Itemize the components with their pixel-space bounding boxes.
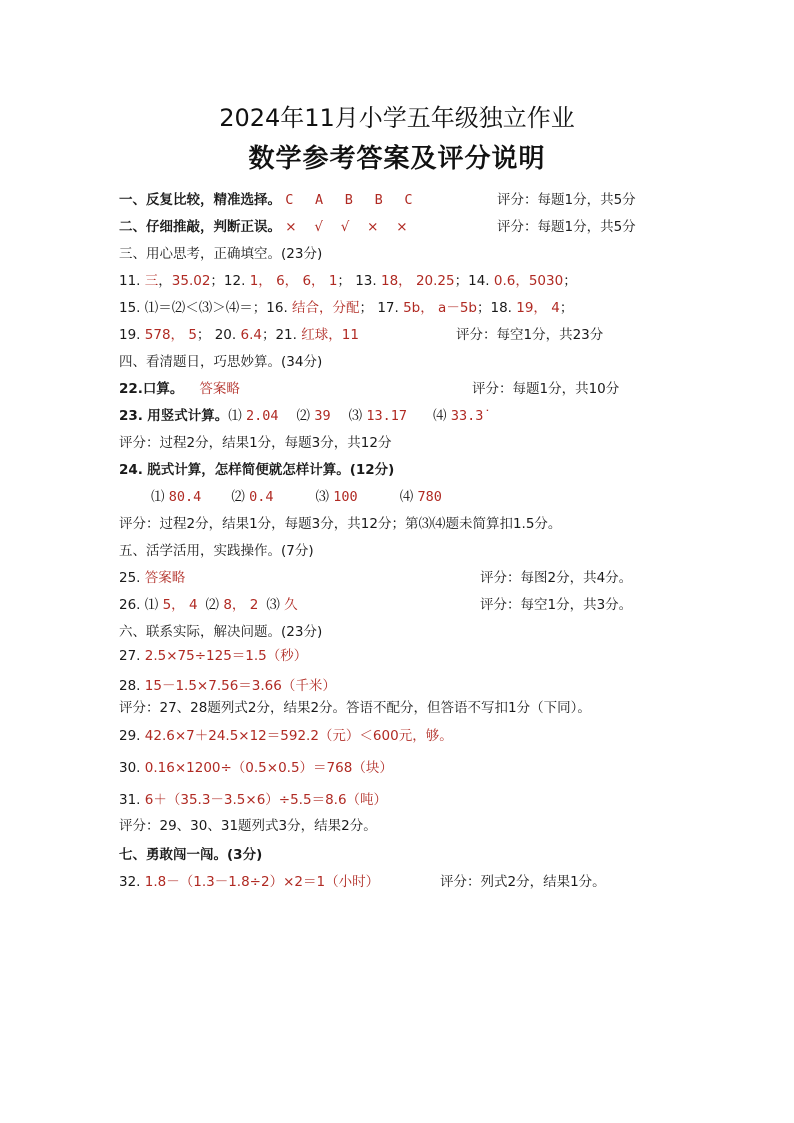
q23-p3: ⑶	[348, 408, 363, 424]
q28-score: 评分：27、28题列式2分，结果2分。答语不配分，但答语不写扣1分（下同）。	[119, 700, 591, 716]
q23-answer-3: 13.17	[366, 408, 408, 424]
section-3-heading: 三、用心思考，正确填空。(23分)	[119, 246, 323, 262]
q19-21-line	[119, 325, 359, 345]
q24-answer-4: 780	[417, 489, 442, 505]
q24-p3: ⑶	[315, 489, 329, 505]
section-4-line	[119, 352, 322, 372]
q24-answers-line	[151, 487, 442, 507]
q23-answer-4: 33.3̇	[450, 408, 484, 424]
q23-score: 评分：过程2分，结果1分，每题3分，共12分	[119, 435, 392, 451]
section-7-heading: 七、勇敢闯一闯。(3分)	[119, 847, 263, 863]
q26-line	[119, 595, 298, 615]
section-1-line	[119, 190, 412, 210]
q22-heading: 口算。	[142, 381, 184, 397]
q24-answer-1: 80.4	[168, 489, 202, 505]
q24-line	[119, 460, 394, 480]
q19-label: 19.	[119, 327, 145, 343]
q12-label: ；12.	[210, 273, 250, 289]
q24-score: 评分：过程2分，结果1分，每题3分，共12分；第⑶⑷题未简算扣1.5分。	[119, 516, 562, 532]
q29-number: 29.	[119, 728, 145, 744]
q30-number: 30.	[119, 760, 145, 776]
q27-answer: 2.5×75÷125＝1.5（秒）	[144, 648, 308, 664]
q23-p2: ⑵	[296, 408, 311, 424]
q28-answer: 15－1.5×7.56＝3.66（千米）	[144, 678, 336, 694]
section-2-heading: 二、仔细推敲，判断正误。	[119, 219, 281, 235]
q17-label: ； 17.	[359, 300, 404, 316]
q20-answer: 6.4	[240, 327, 262, 343]
q25-line	[119, 568, 185, 588]
q32-answer: 1.8－（1.3－1.8÷2）×2＝1（小时）	[144, 874, 380, 890]
q31-line	[119, 790, 387, 810]
q26-p2: ⑵	[205, 597, 220, 613]
section-5-line	[119, 541, 314, 561]
q28-number: 28.	[119, 678, 145, 694]
q30-line	[119, 758, 393, 778]
section-7-line	[119, 845, 262, 865]
section-3-line	[119, 244, 322, 264]
q23-p4: ⑷	[433, 408, 447, 424]
q11-answer-2: 35.02	[171, 273, 211, 289]
q23-line	[119, 406, 483, 426]
q28-line	[119, 676, 336, 696]
q14-answer: 0.6̇，5030	[493, 273, 564, 289]
q24-number: 24.	[119, 462, 143, 478]
q11-14-line	[119, 271, 577, 291]
section-2-answers: × √ √ × ×	[285, 219, 408, 235]
section-6-line	[119, 622, 322, 642]
q13-label: ； 13.	[337, 273, 381, 289]
section-1-score: 评分：每题1分，共5分	[497, 192, 636, 208]
q11-label: 11.	[119, 273, 145, 289]
q17-answer: 5b， a－5b	[403, 300, 477, 316]
q26-number: 26.	[119, 597, 145, 613]
section-4-heading: 四、看清题日，巧思妙算。(34分)	[119, 354, 323, 370]
q29-answer: 42.6×7＋24.5×12＝592.2（元）＜600元，够。	[144, 728, 453, 744]
q18-end: ；	[559, 300, 574, 316]
q15-18-line	[119, 298, 573, 318]
q26-p3: ⑶	[266, 597, 280, 613]
q27-number: 27.	[119, 648, 145, 664]
q24-p4: ⑷	[399, 489, 414, 505]
q18-label: ；18.	[476, 300, 517, 316]
q31-score: 评分：29、30、31题列式3分，结果2分。	[119, 818, 377, 834]
q26-score: 评分：每空1分，共3分。	[480, 597, 633, 613]
q20-label: ； 20.	[196, 327, 241, 343]
q26-answer-1: 5， 4	[162, 597, 198, 613]
q12-answer: 1， 6， 6， 1	[249, 273, 338, 289]
page-title: 2024年11月小学五年级独立作业	[219, 104, 575, 132]
section-2-score: 评分：每题1分，共5分	[497, 219, 636, 235]
q15-text: 15. ⑴＝⑵＜⑶＞⑷＝；16.	[119, 300, 293, 316]
q19-answer: 578， 5	[144, 327, 197, 343]
q16-answer: 结合，分配	[292, 300, 360, 316]
q11-sep: ，	[158, 273, 172, 289]
q25-number: 25.	[119, 570, 145, 586]
q23-answer-1: 2.04	[246, 408, 279, 424]
q23-p1: ⑴	[228, 408, 242, 424]
section-5-heading: 五、活学活用，实践操作。(7分)	[119, 543, 314, 559]
q13-answer: 18， 20.25	[380, 273, 455, 289]
q21-answer: 红球，11	[301, 327, 359, 343]
q24-p2: ⑵	[231, 489, 245, 505]
q25-answer: 答案略	[144, 570, 186, 586]
q26-answer-3: 久	[284, 597, 298, 613]
q29-line	[119, 726, 453, 746]
section-2-line	[119, 217, 408, 237]
q23-answer-2: 39	[314, 408, 331, 424]
q23-heading: 用竖式计算。	[147, 408, 229, 424]
q24-p1: ⑴	[151, 489, 165, 505]
page-subtitle: 数学参考答案及评分说明	[248, 144, 546, 174]
q25-score: 评分：每图2分，共4分。	[480, 570, 633, 586]
q32-number: 32.	[119, 874, 145, 890]
q32-score: 评分：列式2分，结果1分。	[440, 874, 606, 890]
q14-end: ；	[563, 273, 577, 289]
q14-label: ；14.	[454, 273, 494, 289]
section-3-score: 评分：每空1分，共23分	[456, 327, 604, 343]
q27-line	[119, 646, 307, 666]
q18-answer: 19， 4	[516, 300, 560, 316]
q22-number: 22.	[119, 381, 143, 397]
q22-score: 评分：每题1分，共10分	[472, 381, 620, 397]
section-1-answers: C A B B C	[285, 192, 413, 208]
q32-line	[119, 872, 379, 892]
q24-answer-2: 0.4	[249, 489, 274, 505]
q24-answer-3: 100	[333, 489, 358, 505]
q26-answer-2: 8， 2	[223, 597, 259, 613]
q31-number: 31.	[119, 792, 145, 808]
q22-answer: 答案略	[199, 381, 240, 397]
q31-answer: 6＋（35.3－3.5×6）÷5.5＝8.6（吨）	[144, 792, 388, 808]
q30-answer: 0.16×1200÷（0.5×0.5）＝768（块）	[144, 760, 393, 776]
section-1-heading: 一、反复比较，精准选择。	[119, 192, 281, 208]
section-6-heading: 六、联系实际，解决问题。(23分)	[119, 624, 323, 640]
q21-label: ；21.	[261, 327, 302, 343]
q24-heading: 脱式计算，怎样简便就怎样计算。(12分)	[147, 462, 395, 478]
q26-p1: ⑴	[144, 597, 159, 613]
q22-line	[119, 379, 240, 399]
q23-number: 23.	[119, 408, 143, 424]
q11-answer: 三	[144, 273, 159, 289]
